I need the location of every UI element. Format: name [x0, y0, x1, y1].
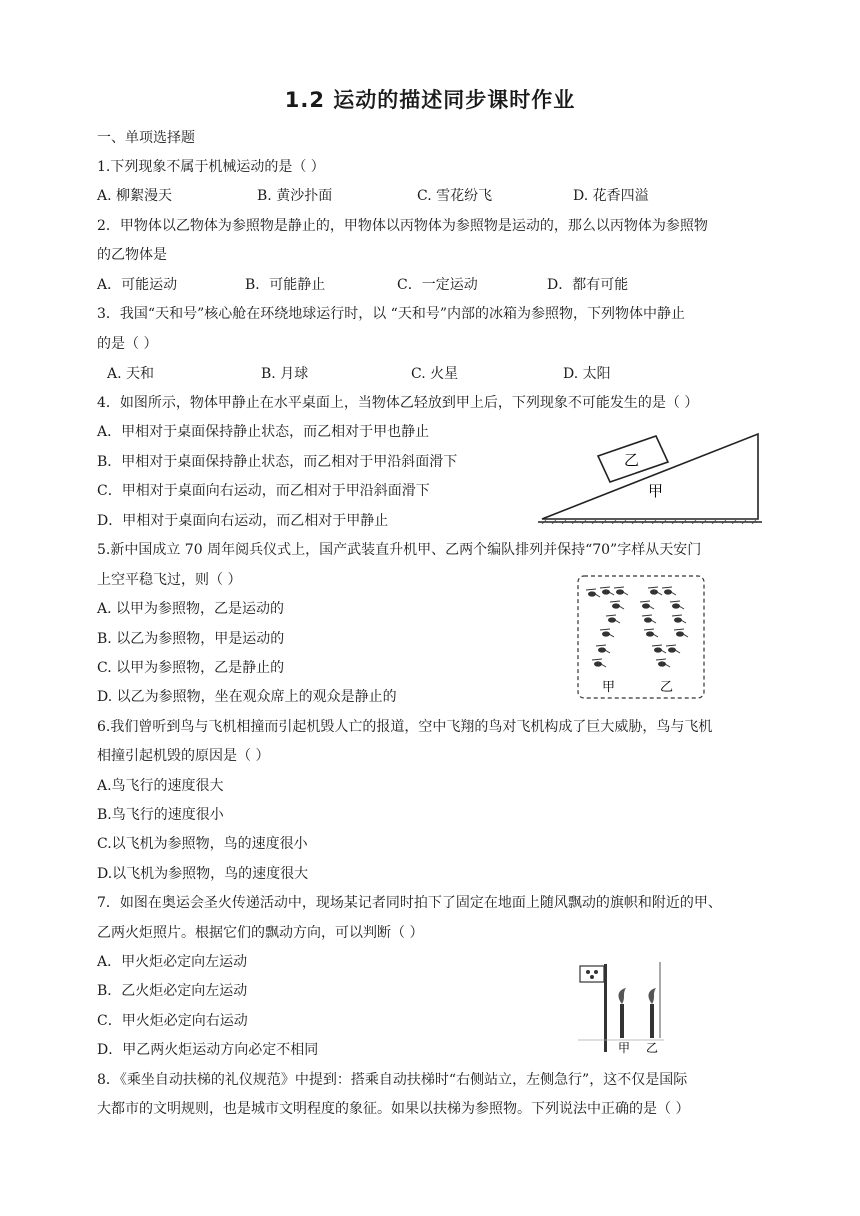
question-7-stem-line2: 乙两火炬照片。根据它们的飘动方向，可以判断（ ） — [97, 925, 424, 941]
question-5-option-a: A. 以甲为参照物，乙是运动的 — [97, 601, 285, 617]
question-3-stem-line1: 3．我国“天和号”核心舱在环绕地球运行时，以 “天和号”内部的冰箱为参照物，下列物体中静止 — [97, 306, 685, 322]
question-1-stem: 1.下列现象不属于机械运动的是（ ） — [97, 159, 325, 175]
question-6-stem-line1: 6.我们曾听到鸟与飞机相撞而引起机毁人亡的报道，空中飞翔的鸟对飞机构成了巨大威胁，鸟与飞机 — [97, 719, 713, 735]
formation-jia-label: 甲 — [602, 680, 616, 695]
option-a: A. 柳絮漫天 — [97, 188, 173, 204]
option-b: B. 月球 — [261, 366, 309, 382]
question-5-stem-line2: 上空平稳飞过，则（ ） — [97, 572, 242, 588]
question-4-stem: 4．如图所示，物体甲静止在水平桌面上，当物体乙轻放到甲上后，下列现象不可能发生的是（ ） — [97, 395, 699, 411]
helicopter-icon — [656, 659, 670, 667]
option-c: C. 雪花纷飞 — [417, 188, 493, 204]
question-6-option-d: D.以飞机为参照物，鸟的速度很大 — [97, 866, 309, 882]
question-2-stem-line2: 的乙物体是 — [97, 247, 167, 263]
helicopter-icons — [586, 587, 688, 667]
option-d: D. 太阳 — [563, 366, 611, 382]
question-6-stem-line2: 相撞引起机毁的原因是（ ） — [97, 748, 270, 764]
formation-yi-label: 乙 — [660, 680, 674, 695]
helicopter-icon — [672, 615, 686, 623]
helicopter-icon — [596, 645, 610, 653]
question-4-option-b: B．甲相对于桌面保持静止状态，而乙相对于甲沿斜面滑下 — [97, 454, 458, 470]
option-b: B．可能静止 — [245, 277, 326, 293]
incline-figure — [536, 424, 766, 524]
question-8-stem-line2: 大都市的文明规则，也是城市文明程度的象征。如果以扶梯为参照物。下列说法中正确的是（ ） — [97, 1101, 690, 1117]
helicopter-icon — [600, 587, 614, 595]
helicopter-icon — [666, 645, 680, 653]
wedge-jia-label: 甲 — [648, 482, 664, 500]
helicopter-icon — [670, 601, 684, 609]
question-3-stem-line2: 的是（ ） — [97, 336, 158, 352]
helicopter-icon — [600, 629, 614, 637]
question-6-option-c: C.以飞机为参照物，鸟的速度很小 — [97, 836, 308, 852]
page-title: 1.2 运动的描述同步课时作业 — [284, 88, 576, 112]
option-d: D. 花香四溢 — [573, 188, 649, 204]
question-7-option-a: A．甲火炬必定向左运动 — [97, 954, 248, 970]
question-6-option-a: A.鸟飞行的速度很大 — [97, 778, 224, 794]
helicopter-icon — [642, 615, 656, 623]
torch-yi-flame — [649, 988, 656, 1004]
flag — [580, 966, 604, 982]
section-heading: 一、单项选择题 — [97, 130, 195, 146]
question-4-option-c: C．甲相对于桌面向右运动，而乙相对于甲沿斜面滑下 — [97, 483, 430, 499]
question-2-stem-line1: 2．甲物体以乙物体为参照物是静止的，甲物体以丙物体为参照物是运动的，那么以丙物体为参照物 — [97, 218, 708, 234]
option-b: B. 黄沙扑面 — [257, 188, 333, 204]
question-7-option-b: B．乙火炬必定向左运动 — [97, 983, 248, 999]
torch-yi — [650, 1004, 654, 1038]
option-a: A．可能运动 — [97, 277, 178, 293]
formation-figure — [576, 574, 708, 702]
torch-jia — [620, 1004, 624, 1038]
question-8-stem-line1: 8．《乘坐自动扶梯的礼仪规范》中提到：搭乘自动扶梯时“右侧站立，左侧急行”，这不仅是国际 — [97, 1072, 688, 1088]
torch-jia-label: 甲 — [618, 1041, 631, 1054]
question-5-option-c: C. 以甲为参照物，乙是静止的 — [97, 660, 285, 676]
helicopter-icon — [592, 659, 606, 667]
torch-jia-flame — [619, 988, 626, 1004]
helicopter-icon — [674, 629, 688, 637]
helicopter-icon — [648, 587, 662, 595]
question-6-option-b: B.鸟飞行的速度很小 — [97, 807, 224, 823]
helicopter-icon — [614, 587, 628, 595]
question-7-option-c: C．甲火炬必定向右运动 — [97, 1013, 248, 1029]
question-5-stem-line1: 5.新中国成立 70 周年阅兵仪式上，国产武装直升机甲、乙两个编队排列并保持“70”字样从天安门 — [97, 542, 702, 558]
option-c: C．一定运动 — [397, 277, 478, 293]
helicopter-icon — [652, 645, 666, 653]
torch-yi-label: 乙 — [646, 1041, 659, 1054]
option-a: A. 天和 — [107, 366, 155, 382]
block-yi-label: 乙 — [624, 451, 640, 469]
question-5-option-d: D. 以乙为参照物，坐在观众席上的观众是静止的 — [97, 689, 397, 705]
option-d: D．都有可能 — [547, 277, 629, 293]
torch-figure — [576, 960, 666, 1054]
helicopter-icon — [606, 615, 620, 623]
helicopter-icon — [610, 601, 624, 609]
helicopter-icon — [644, 629, 658, 637]
option-c: C. 火星 — [411, 366, 459, 382]
question-7-stem-line1: 7．如图在奥运会圣火传递活动中，现场某记者同时拍下了固定在地面上随风飘动的旗帜和附近的甲、 — [97, 895, 722, 911]
question-5-option-b: B. 以乙为参照物，甲是运动的 — [97, 631, 285, 647]
question-7-option-d: D．甲乙两火炬运动方向必定不相同 — [97, 1042, 319, 1058]
helicopter-icon — [662, 587, 676, 595]
helicopter-icon — [640, 601, 654, 609]
helicopter-icon — [586, 589, 600, 597]
question-4-option-a: A．甲相对于桌面保持静止状态，而乙相对于甲也静止 — [97, 424, 430, 440]
question-4-option-d: D．甲相对于桌面向右运动，而乙相对于甲静止 — [97, 513, 389, 529]
